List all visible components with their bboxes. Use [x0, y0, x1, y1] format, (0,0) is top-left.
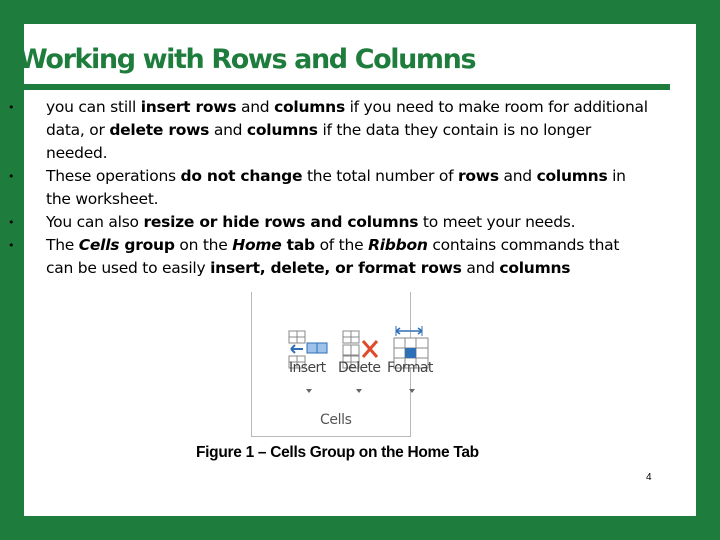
- slide-title: Working with Rows and Columns: [18, 44, 476, 75]
- bullet-text-run: of the: [314, 236, 369, 254]
- bullet-item: [8, 234, 648, 280]
- cells-group-label: Cells: [320, 412, 352, 428]
- bullet-text-run: to meet your needs.: [418, 213, 576, 231]
- bullet-dot-icon: •: [8, 239, 15, 252]
- bullet-text-run: Ribbon: [368, 236, 428, 254]
- bullet-text-run: you can still: [46, 98, 141, 116]
- bullet-text-run: columns: [499, 259, 571, 277]
- bullet-item: [8, 96, 648, 165]
- bullet-text-run: and: [236, 98, 275, 116]
- bullet-text-run: columns: [246, 121, 318, 139]
- bullet-text-run: contains commands that can be used to easily: [46, 236, 620, 277]
- bullet-text-run: insert, delete, or format rows: [210, 259, 462, 277]
- bullet-text-run: insert rows: [140, 98, 237, 116]
- bullet-text-run: group: [119, 236, 175, 254]
- bullet-text-run: if you need to make room for additional data, or: [46, 98, 648, 139]
- bullet-text-run: columns: [536, 167, 608, 185]
- figure-caption: Figure 1 – Cells Group on the Home Tab: [196, 444, 479, 461]
- page-number: 4: [646, 472, 652, 483]
- bullet-item: [8, 211, 648, 234]
- bullet-text-run: and: [461, 259, 500, 277]
- bullet-item: [8, 165, 648, 211]
- bullet-text-run: and: [498, 167, 537, 185]
- bullet-text-run: Home: [232, 236, 282, 254]
- delete-label: Delete: [338, 360, 381, 376]
- delete-dropdown-arrow-icon: [356, 389, 362, 393]
- bullet-text-run: if the data they contain is no longer needed.: [46, 121, 592, 162]
- title-underline: [16, 84, 670, 90]
- bullet-text-run: The: [46, 236, 79, 254]
- bullet-dot-icon: •: [8, 216, 15, 229]
- bullet-text-run: These operations: [46, 167, 181, 185]
- bullet-text-run: You can also: [46, 213, 144, 231]
- bullet-dot-icon: •: [8, 101, 15, 114]
- bullet-text-run: columns: [274, 98, 345, 116]
- bullet-text-run: delete rows: [109, 121, 210, 139]
- bullet-text-run: in the worksheet.: [46, 167, 626, 208]
- format-label: Format: [387, 360, 433, 376]
- insert-label: Insert: [289, 360, 326, 376]
- bullet-text-run: resize or hide rows and columns: [143, 213, 419, 231]
- bullet-dot-icon: •: [8, 170, 15, 183]
- bullet-text-run: the total number of: [302, 167, 458, 185]
- insert-dropdown-arrow-icon: [306, 389, 312, 393]
- bullet-text-run: Cells: [78, 236, 120, 254]
- format-dropdown-arrow-icon: [409, 389, 415, 393]
- bullet-text-run: rows: [457, 167, 499, 185]
- bullet-text-run: and: [209, 121, 247, 139]
- bullet-list: [8, 96, 648, 280]
- bullet-text-run: on the: [174, 236, 233, 254]
- bullet-text-run: tab: [281, 236, 315, 254]
- bullet-text-run: do not change: [180, 167, 303, 185]
